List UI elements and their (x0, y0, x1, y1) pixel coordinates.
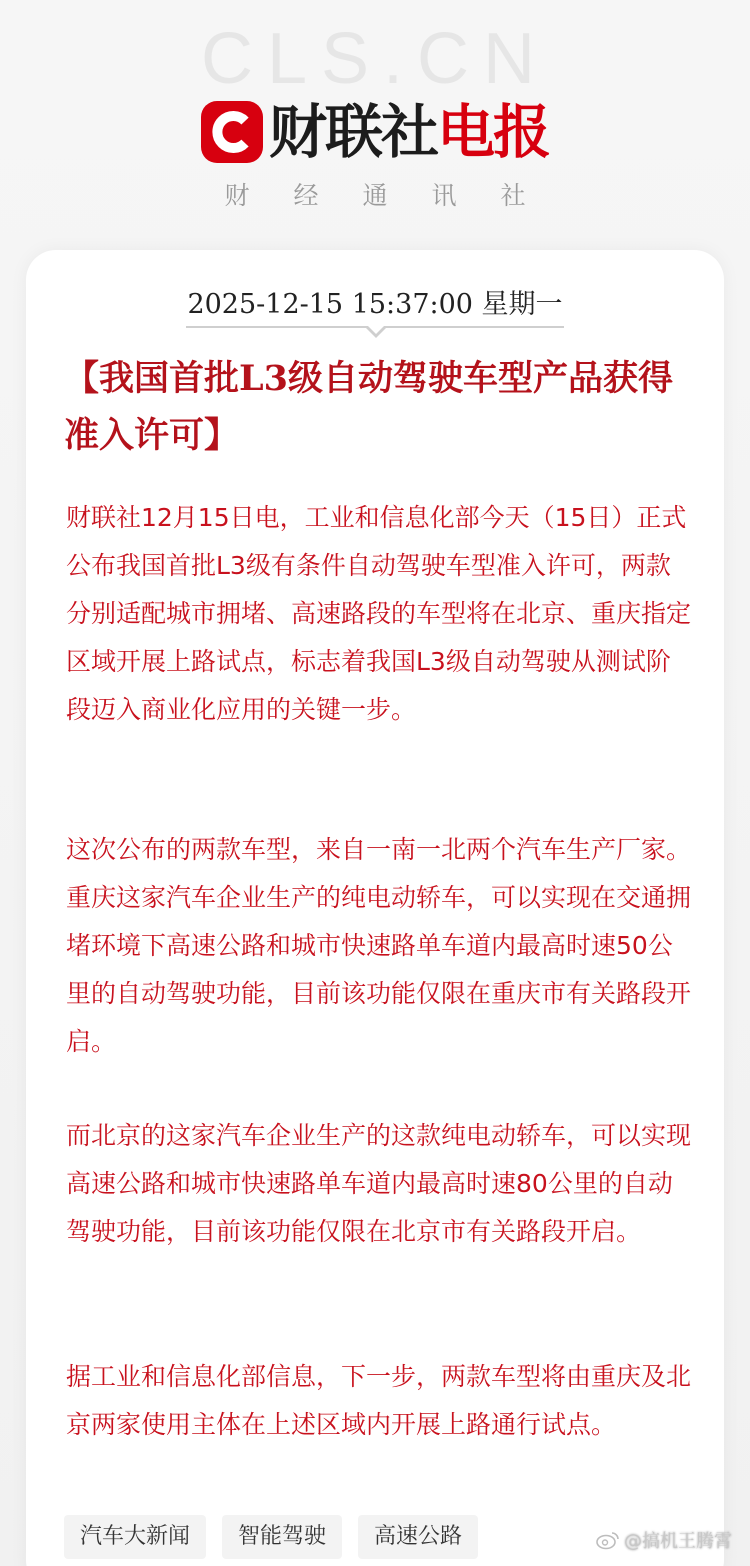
tag-list (64, 1515, 478, 1559)
article-paragraph-1: 财联社12月15日电，工业和信息化部今天（15日）正式公布我国首批L3级有条件自动驾驶车型准入许可，两款分别适配城市拥堵、高速路段的车型将在北京、重庆指定区域开展上路试点，标志着我国L3级自动驾驶从测试阶段迈入商业化应用的关键一步。 (66, 503, 692, 724)
tag-item[interactable]: 智能驾驶 (222, 1515, 342, 1559)
weibo-icon (596, 1530, 620, 1550)
article-paragraph-2: 这次公布的两款车型，来自一南一北两个汽车生产厂家。重庆这家汽车企业生产的纯电动轿车，可以实现在交通拥堵环境下高速公路和城市快速路单车道内最高时速50公里的自动驾驶功能，目前该功能仅限在重庆市有关路段开启。 (66, 835, 692, 1056)
cls-watermark: CLS.CN (200, 19, 550, 99)
article-headline: 【我国首批L3级自动驾驶车型产品获得准入许可】 (64, 358, 673, 456)
article-datetime: 2025-12-15 15:37:00 星期一 (187, 289, 563, 320)
weibo-username: @搞机王腾霄 (624, 1531, 732, 1552)
logo-wordmark (269, 100, 549, 164)
brand-logo (0, 100, 750, 164)
cls-c-logo-icon (201, 101, 263, 163)
logo-text-red: 电报 (437, 98, 550, 166)
logo-text-dark: 财联社 (268, 98, 437, 166)
article-paragraph-4: 据工业和信息化部信息，下一步，两款车型将由重庆及北京两家使用主体在上述区域内开展上路通行试点。 (66, 1362, 692, 1439)
tag-item[interactable]: 汽车大新闻 (64, 1515, 206, 1559)
datetime-notch (364, 326, 388, 338)
article-paragraph-3: 而北京的这家汽车企业生产的这款纯电动轿车，可以实现高速公路和城市快速路单车道内最高时速80公里的自动驾驶功能，目前该功能仅限在北京市有关路段开启。 (66, 1121, 692, 1246)
tagline: 财经通讯社 (224, 181, 570, 210)
tag-item[interactable]: 高速公路 (358, 1515, 478, 1559)
weibo-watermark (596, 1527, 732, 1553)
